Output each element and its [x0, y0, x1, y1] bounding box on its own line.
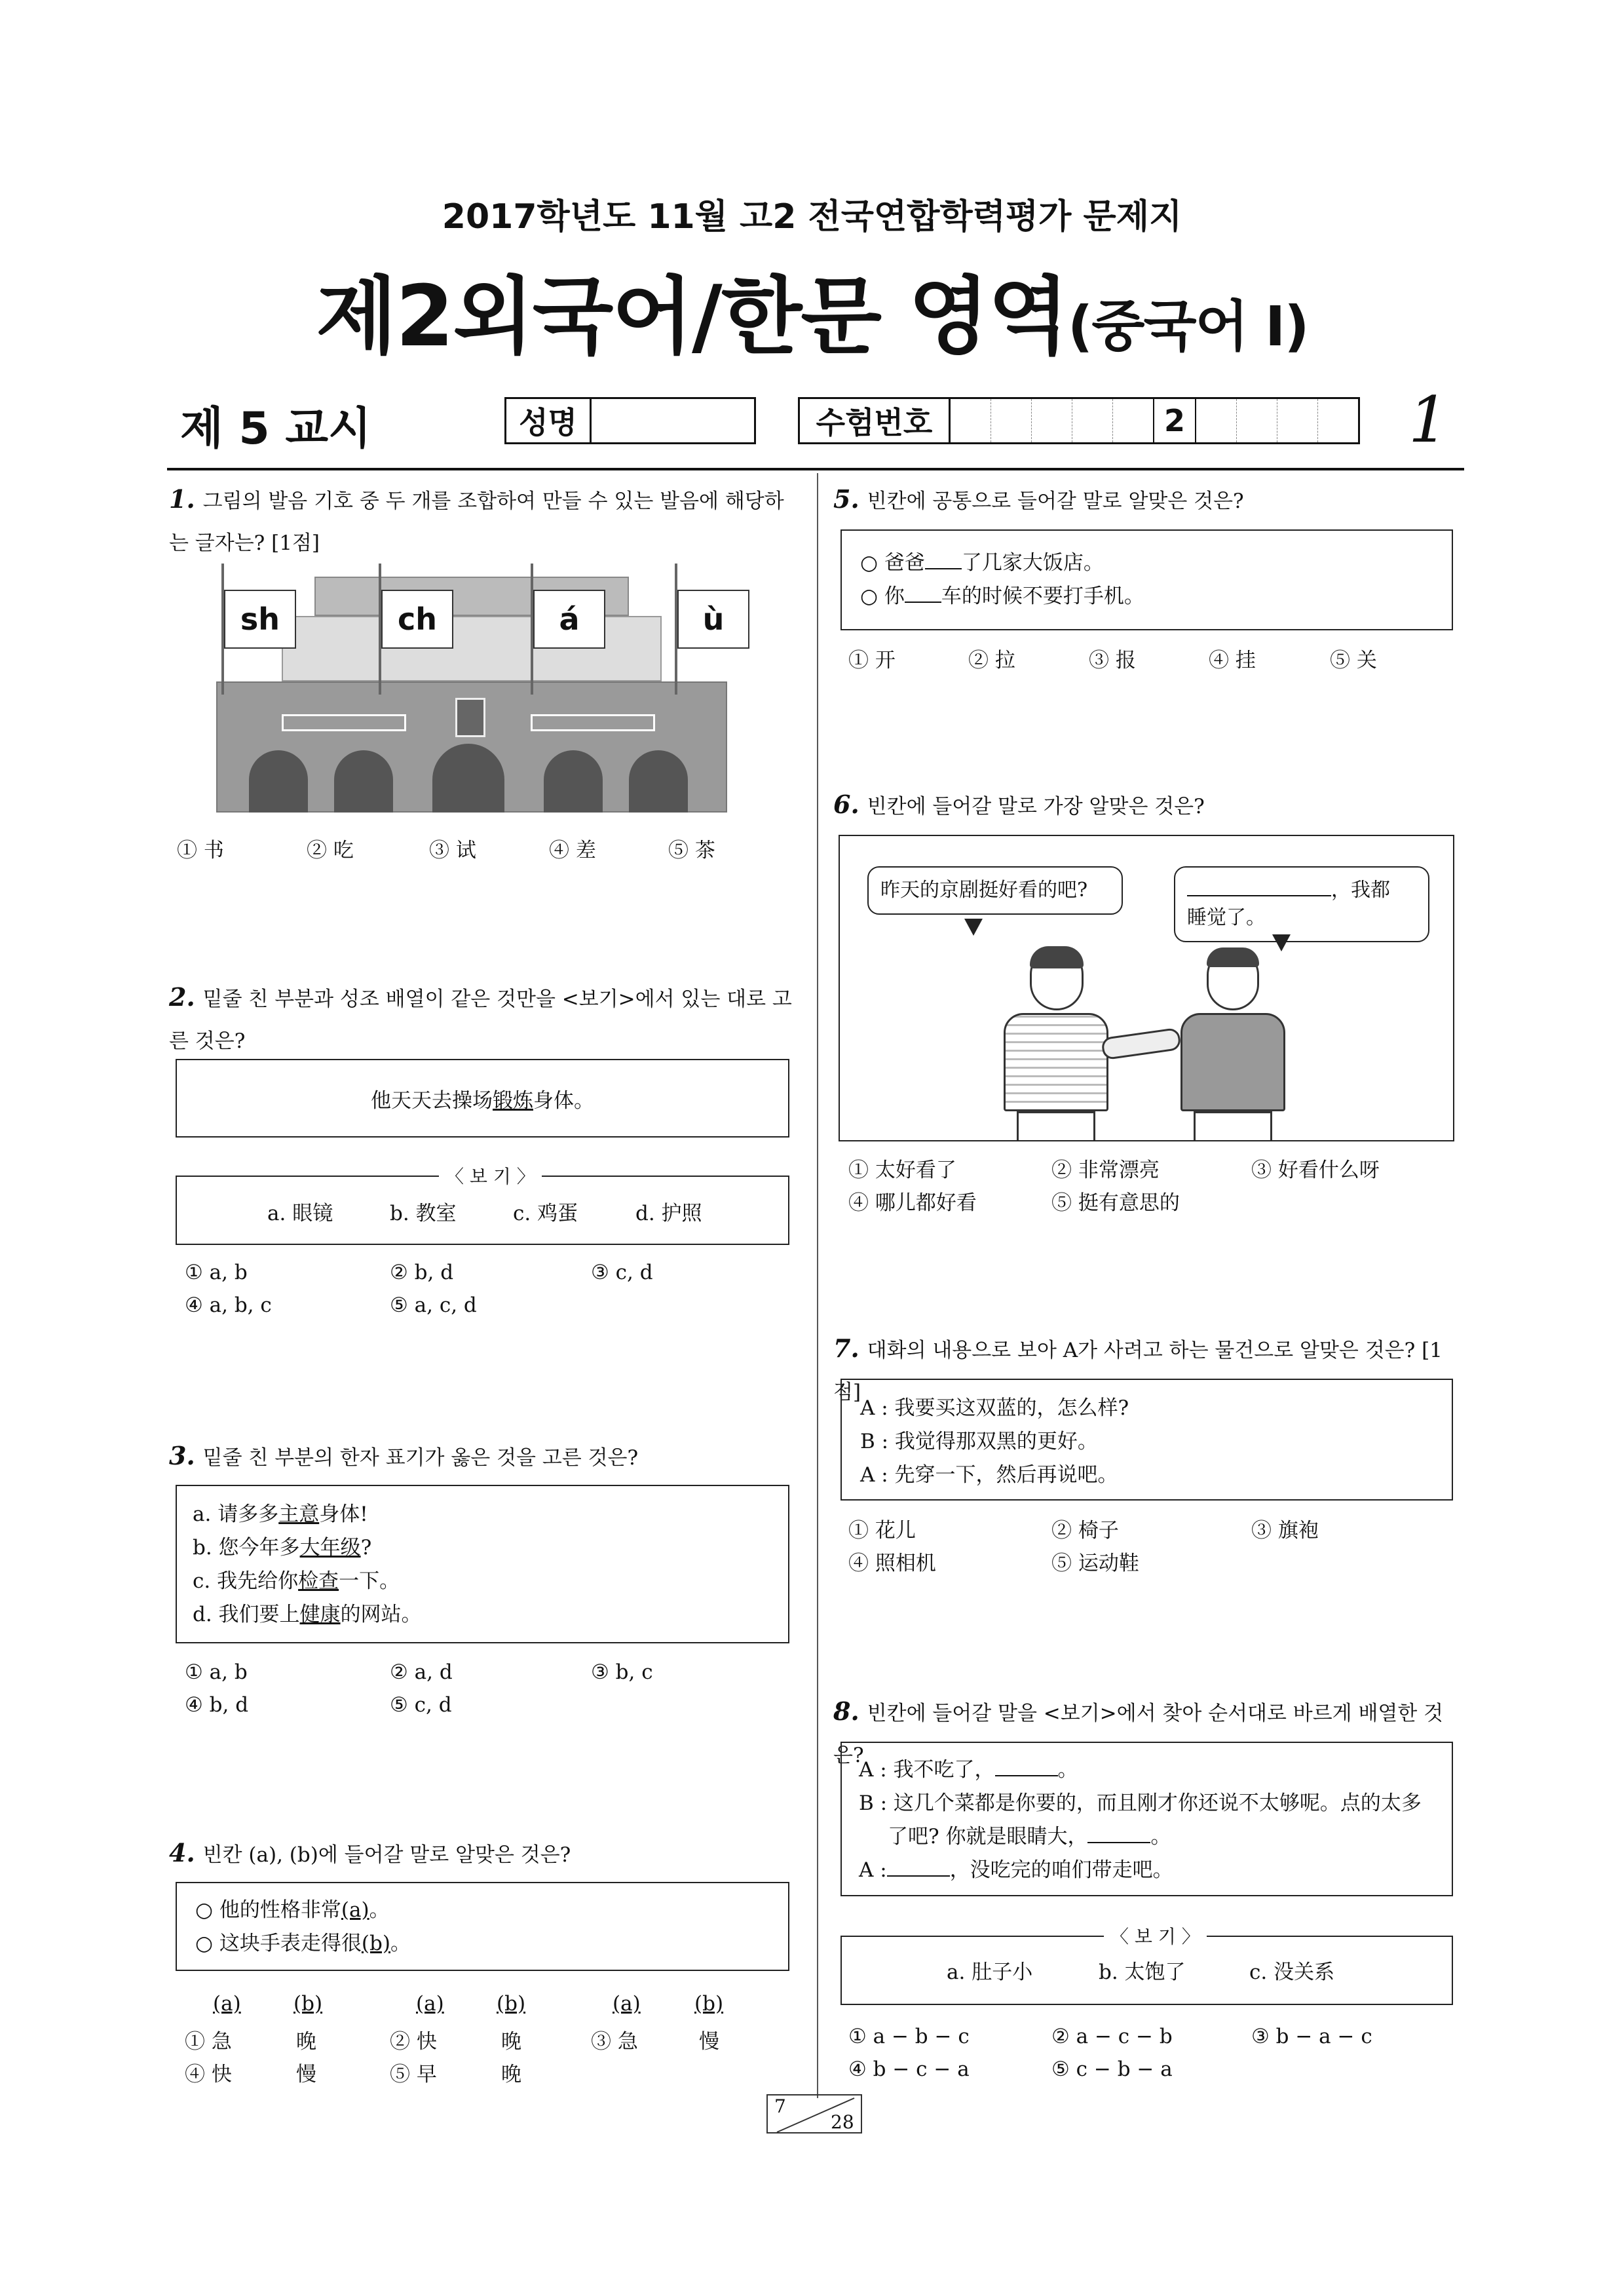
option-4[interactable]: ④ 哪儿都好看 — [848, 1191, 977, 1215]
sentence — [371, 1084, 594, 1113]
period-label: 제 5 교시 — [180, 403, 371, 455]
option-4[interactable] — [185, 2057, 316, 2087]
option-4[interactable]: ④ b, d — [185, 1693, 249, 1717]
option-5[interactable] — [390, 2057, 521, 2087]
exam-number-digit: 2 — [1154, 399, 1196, 442]
option-4[interactable]: ④ 照相机 — [848, 1552, 936, 1575]
dialogue-line — [859, 1753, 1435, 1787]
blank — [905, 586, 941, 603]
question-2 — [169, 976, 801, 1062]
bubble-line-1 — [1187, 877, 1416, 904]
gate-arch — [544, 750, 603, 813]
bogi-item: a. 眼镜 — [267, 1202, 333, 1225]
dialogue-line: B : 这几个菜都是你要的，而且刚才你还说不太够呢。点的太多 — [859, 1791, 1422, 1815]
digit-box — [1072, 399, 1113, 442]
option-a: ⑤ 早 — [390, 2063, 437, 2086]
option-2[interactable] — [390, 2025, 521, 2054]
sentence-underlined: 锻炼 — [493, 1088, 533, 1113]
speech-bubble-left: 昨天的京剧挺好看的吧? — [867, 866, 1123, 915]
blank-b: (b) — [361, 1932, 390, 1955]
option-5[interactable]: ⑤ 运动鞋 — [1051, 1552, 1139, 1575]
sentence-pre: 他天天去操场 — [371, 1088, 493, 1113]
question-number: 8. — [833, 1696, 859, 1726]
dialogue-box — [840, 1379, 1453, 1501]
option-5[interactable]: ⑤ 关 — [1330, 649, 1377, 672]
line-pre: ○ 他的性格非常 — [195, 1898, 341, 1922]
sentence-2 — [860, 580, 1433, 613]
question-6 — [833, 784, 1465, 828]
digit-box — [951, 399, 991, 442]
question-number: 3. — [169, 1441, 195, 1470]
portrait-icon — [455, 698, 485, 737]
subject-title: (중국어 Ⅰ) — [1067, 294, 1308, 358]
line-end: 。 — [1150, 1825, 1171, 1848]
question-text: 빈칸 (a), (b)에 들어갈 말로 알맞은 것은? — [202, 1843, 571, 1867]
option-2[interactable]: ② 非常漂亮 — [1051, 1158, 1160, 1182]
line-underlined: 检查 — [298, 1569, 339, 1593]
page-counter — [766, 2094, 862, 2133]
option-b: 慢 — [296, 2063, 316, 2086]
dialogue-line: B : 我觉得那双黑的更好。 — [860, 1430, 1098, 1453]
digit-box — [1277, 399, 1318, 442]
sentences-box — [176, 1882, 789, 1971]
blank-a: (a) — [341, 1898, 369, 1922]
option-a: ③ 急 — [591, 2030, 638, 2054]
bubble-tail-right — [1272, 934, 1291, 951]
dialogue-line — [859, 1854, 1435, 1887]
bogi-item: c. 没关系 — [1249, 1961, 1335, 1984]
sentence-box — [176, 1059, 789, 1138]
exam-number-boxes — [951, 399, 1358, 442]
gate-plaque-right — [531, 714, 655, 731]
option-5[interactable]: ⑤ c − b − a — [1051, 2057, 1173, 2081]
question-text: 밑줄 친 부분과 성조 배열이 같은 것만을 <보기>에서 있는 대로 고른 것은? — [169, 987, 792, 1053]
question-number: 4. — [169, 1838, 195, 1867]
question-number: 7. — [833, 1333, 859, 1363]
line-pre: d. 我们要上 — [193, 1603, 300, 1626]
bogi-item: a. 肚子小 — [947, 1961, 1033, 1984]
bogi-box — [176, 1166, 789, 1245]
bogi-label: 〈 보 기 〉 — [1104, 1923, 1207, 1949]
line-pre: ○ 你 — [860, 584, 905, 608]
exam-number-label: 수험번호 — [800, 399, 951, 442]
bogi-item: b. 教室 — [390, 1202, 457, 1225]
option-1[interactable]: ① 开 — [848, 649, 896, 672]
question-number: 2. — [169, 982, 195, 1012]
option-3[interactable]: ③ b − a − c — [1251, 2025, 1372, 2048]
sentence-2 — [195, 1927, 770, 1961]
exam-main-title — [0, 249, 1624, 370]
option-2[interactable]: ② b, d — [390, 1261, 454, 1284]
option-1[interactable]: ① 太好看了 — [848, 1158, 956, 1182]
option-4[interactable]: ④ a, b, c — [185, 1293, 272, 1317]
page-number: 1 — [1408, 383, 1449, 457]
option-3[interactable]: ③ 好看什么呀 — [1251, 1158, 1380, 1182]
option-b: 晚 — [501, 2063, 521, 2086]
dialogue-line — [859, 1820, 1435, 1854]
option-1[interactable]: ① a − b − c — [848, 2025, 970, 2048]
line-pre: b. 您今年多 — [193, 1536, 300, 1559]
line-underlined: 主意 — [278, 1502, 320, 1526]
name-field — [504, 397, 756, 444]
line-post: ? — [360, 1536, 372, 1559]
person-left-arm — [1101, 1027, 1182, 1060]
option-a: ① 急 — [185, 2030, 232, 2054]
speech-bubble-right — [1174, 866, 1429, 942]
flag-sh: sh — [224, 590, 296, 649]
page-current: 7 — [774, 2095, 786, 2117]
header-rule — [167, 468, 1464, 470]
digit-box — [1032, 399, 1072, 442]
blank — [1087, 1826, 1150, 1843]
question-text: 그림의 발음 기호 중 두 개를 조합하여 만들 수 있는 발음에 해당하는 글자는? [1점] — [169, 489, 784, 555]
option-1[interactable]: ① a, b — [185, 1660, 248, 1684]
digit-box — [991, 399, 1032, 442]
bogi-item: d. 护照 — [635, 1202, 702, 1225]
sentence-c — [193, 1565, 772, 1598]
dialogue-illustration — [839, 835, 1454, 1141]
blank — [995, 1759, 1058, 1776]
line-end: ，没吃完的咱们带走吧。 — [949, 1858, 1173, 1882]
option-2[interactable]: ② a − c − b — [1051, 2025, 1173, 2048]
dialogue-line: A : 先穿一下，然后再说吧。 — [860, 1463, 1118, 1487]
option-3[interactable]: ③ b, c — [591, 1660, 653, 1684]
col-header-a: (a) — [416, 1992, 444, 2016]
question-text: 대화의 내용으로 보아 A가 사려고 하는 물건으로 알맞은 것은? [1점] — [833, 1339, 1443, 1404]
name-label: 성명 — [506, 399, 592, 442]
gate-arch — [334, 750, 393, 813]
question-number: 6. — [833, 790, 859, 819]
line-text: A : 我不吃了， — [859, 1758, 995, 1782]
sentence-1 — [195, 1894, 770, 1927]
sentence-a — [193, 1498, 772, 1531]
sentence-b — [193, 1531, 772, 1565]
question-text: 빈칸에 들어갈 말로 가장 알맞은 것은? — [867, 795, 1205, 818]
option-1[interactable]: ① 花儿 — [848, 1519, 916, 1542]
gate-arch — [432, 744, 504, 813]
line-pre: ○ 爸爸 — [860, 551, 925, 575]
person-right-body — [1180, 1013, 1285, 1111]
question-number: 1. — [169, 484, 195, 514]
option-4[interactable]: ④ b − c − a — [848, 2057, 970, 2081]
col-header-b: (b) — [694, 1992, 724, 2016]
question-3 — [169, 1435, 801, 1479]
option-1[interactable]: ① a, b — [185, 1261, 248, 1284]
digit-box — [1237, 399, 1277, 442]
person-left-legs — [1017, 1111, 1095, 1140]
bubble-tail-left — [964, 919, 983, 936]
blank — [887, 1860, 950, 1877]
option-5[interactable]: ⑤ 茶 — [668, 839, 715, 862]
line-post: 车的时候不要打手机。 — [941, 584, 1144, 608]
option-3[interactable] — [591, 2025, 719, 2054]
line-text: A : — [859, 1858, 887, 1882]
option-3[interactable]: ③ 旗袍 — [1251, 1519, 1319, 1542]
option-1[interactable]: ① 书 — [177, 839, 224, 862]
question-text: 빈칸에 들어갈 말을 <보기>에서 찾아 순서대로 바르게 배열한 것은? — [833, 1702, 1444, 1767]
person-left-hair — [1030, 946, 1084, 968]
question-number: 5. — [833, 484, 859, 514]
digit-box — [1196, 399, 1237, 442]
sentences-box — [840, 529, 1453, 630]
person-right-legs — [1194, 1111, 1272, 1140]
option-3[interactable]: ③ 报 — [1089, 649, 1136, 672]
option-4[interactable]: ④ 挂 — [1209, 649, 1256, 672]
flag-a: á — [533, 590, 605, 649]
option-5[interactable]: ⑤ 挺有意思的 — [1051, 1191, 1180, 1215]
flag-ch: ch — [381, 590, 453, 649]
column-divider — [817, 473, 818, 2098]
question-text: 밑줄 친 부분의 한자 표기가 옳은 것을 고른 것은? — [202, 1446, 639, 1470]
question-text: 빈칸에 공통으로 들어갈 말로 알맞은 것은? — [867, 489, 1244, 513]
page-total: 28 — [831, 2111, 854, 2133]
flag-u: ù — [677, 590, 749, 649]
main-title-text: 제2외국어/한문 영역 — [316, 268, 1068, 366]
dialogue-box — [840, 1742, 1453, 1896]
option-3[interactable]: ③ 试 — [429, 839, 476, 862]
gate-plaque-left — [282, 714, 406, 731]
line-post: 的网站。 — [340, 1603, 422, 1626]
gate-arch — [629, 750, 688, 813]
line-pre: a. 请多多 — [193, 1502, 279, 1526]
option-1[interactable] — [185, 2025, 316, 2054]
question-1 — [169, 478, 801, 564]
line-post: 身体! — [319, 1502, 368, 1526]
sentence-d — [193, 1598, 772, 1632]
person-right-hair — [1207, 947, 1259, 967]
sentence-post: 身体。 — [533, 1088, 594, 1113]
option-2[interactable]: ② 拉 — [968, 649, 1015, 672]
col-header-b: (b) — [497, 1992, 526, 2016]
line-post: 了几家大饭店。 — [961, 551, 1104, 575]
option-5[interactable]: ⑤ c, d — [390, 1693, 452, 1717]
line-pre: c. 我先给你 — [193, 1569, 299, 1593]
dialogue-line: A : 我要买这双蓝的，怎么样? — [860, 1396, 1129, 1420]
line-underlined: 健康 — [299, 1603, 341, 1626]
question-4 — [169, 1832, 801, 1876]
bogi-item: b. 太饱了 — [1099, 1961, 1186, 1984]
blank — [925, 552, 962, 569]
line-text: 了吧? 你就是眼睛大， — [888, 1825, 1088, 1848]
bubble-text: ，我都 — [1331, 879, 1390, 902]
digit-box — [1318, 399, 1358, 442]
question-5 — [833, 478, 1465, 522]
option-b: 慢 — [699, 2030, 719, 2054]
option-b: 晚 — [501, 2030, 521, 2054]
exam-number-field — [798, 397, 1360, 444]
person-left-body — [1004, 1013, 1108, 1111]
col-header-a: (a) — [213, 1992, 241, 2016]
line-post: 。 — [390, 1932, 411, 1955]
line-post: 一下。 — [339, 1569, 400, 1593]
sentences-box — [176, 1485, 789, 1643]
option-3[interactable]: ③ c, d — [591, 1261, 653, 1284]
option-a: ② 快 — [390, 2030, 437, 2054]
option-2[interactable]: ② 吃 — [307, 839, 354, 862]
option-5[interactable]: ⑤ a, c, d — [390, 1293, 477, 1317]
option-a: ④ 快 — [185, 2063, 232, 2086]
line-underlined: 大年级 — [299, 1536, 361, 1559]
option-b: 晚 — [296, 2030, 316, 2054]
bogi-label: 〈 보 기 〉 — [439, 1162, 542, 1189]
col-header-b: (b) — [293, 1992, 323, 2016]
option-4[interactable]: ④ 差 — [549, 839, 596, 862]
gate-arch — [249, 750, 308, 813]
option-2[interactable]: ② a, d — [390, 1660, 453, 1684]
line-pre: ○ 这块手表走得很 — [195, 1932, 362, 1955]
exam-top-title: 2017학년도 11월 고2 전국연합학력평가 문제지 — [442, 197, 1182, 237]
sentence-1 — [860, 546, 1433, 580]
digit-box — [1113, 399, 1154, 442]
col-header-a: (a) — [613, 1992, 641, 2016]
bogi-box — [840, 1926, 1453, 2005]
bubble-line-2: 睡觉了。 — [1187, 906, 1266, 929]
line-end: 。 — [1057, 1758, 1078, 1782]
option-2[interactable]: ② 椅子 — [1051, 1519, 1119, 1542]
line-post: 。 — [369, 1898, 390, 1922]
blank — [1187, 879, 1331, 896]
tiananmen-illustration — [216, 564, 727, 813]
bogi-item: c. 鸡蛋 — [513, 1202, 578, 1225]
